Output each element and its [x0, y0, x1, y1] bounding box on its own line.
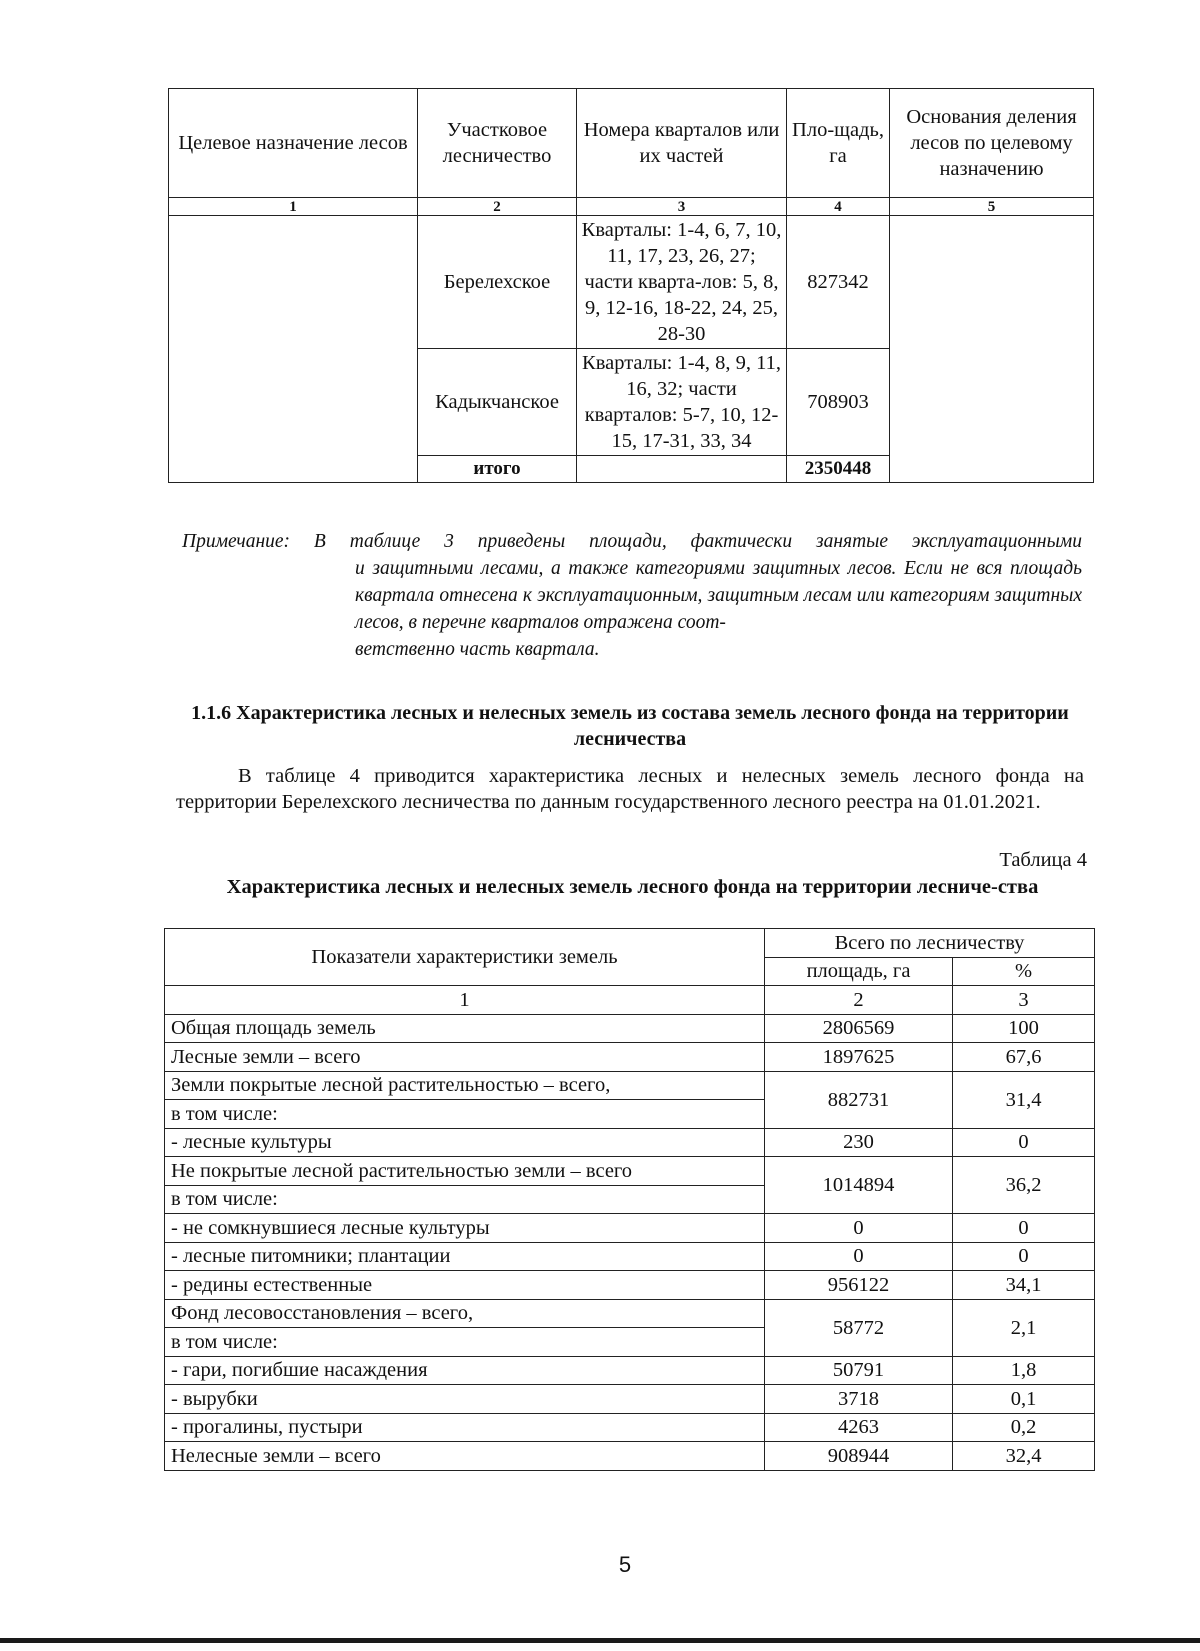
table-row	[165, 1214, 1095, 1243]
row-area: 4263	[765, 1413, 953, 1442]
header-purpose: Целевое назначение лесов	[169, 89, 418, 198]
row-sublabel: в том числе:	[165, 1185, 765, 1214]
row-area: 908944	[765, 1442, 953, 1471]
note-text-end: ветственно часть квартала.	[355, 639, 600, 660]
table-title: Характеристика лесных и нелесных земель лесного фонда на территории лесниче-ства	[226, 876, 1039, 898]
row-area: 2806569	[765, 1014, 953, 1043]
total-area: 2350448	[787, 456, 890, 483]
row-percent: 100	[953, 1014, 1095, 1043]
row-percent: 0,2	[953, 1413, 1095, 1442]
col-number: 1	[165, 986, 765, 1015]
col-number: 4	[787, 198, 890, 216]
note-first-line	[182, 528, 1082, 555]
body-paragraph	[176, 764, 1084, 815]
row-label: - прогалины, пустыри	[165, 1413, 765, 1442]
table-row	[165, 1385, 1095, 1414]
row-label: Не покрытые лесной растительностью земли – всего	[165, 1157, 765, 1186]
table-caption: Таблица 4	[999, 849, 1087, 871]
row-label: - лесные питомники; плантации	[165, 1242, 765, 1271]
table-header-row	[165, 929, 1095, 958]
table-row	[165, 1157, 1095, 1186]
table-row	[165, 1014, 1095, 1043]
section-heading: 1.1.6 Характеристика лесных и нелесных земель из состава земель лесного фонда на территории лесничества	[191, 702, 1069, 750]
district-name: Берелехское	[418, 216, 577, 349]
header-quarters: Номера кварталов или их частей	[577, 89, 787, 198]
row-label: Фонд лесовосстановления – всего,	[165, 1299, 765, 1328]
note-continuation	[355, 555, 1082, 663]
col-number: 2	[765, 986, 953, 1015]
column-number-row	[165, 986, 1095, 1015]
row-percent: 0	[953, 1242, 1095, 1271]
header-area: Пло-щадь, га	[787, 89, 890, 198]
row-percent: 0	[953, 1214, 1095, 1243]
row-sublabel: в том числе:	[165, 1100, 765, 1129]
forest-purpose-table	[168, 88, 1094, 483]
total-label: итого	[418, 456, 577, 483]
col-number: 3	[577, 198, 787, 216]
land-characteristics-table	[164, 928, 1095, 1471]
table-row	[165, 1071, 1095, 1100]
row-percent: 0,1	[953, 1385, 1095, 1414]
header-basis: Основания деления лесов по целевому назначению	[890, 89, 1094, 198]
row-area: 0	[765, 1242, 953, 1271]
column-number-row	[169, 198, 1094, 216]
row-percent: 2,1	[953, 1299, 1095, 1356]
row-percent: 31,4	[953, 1071, 1095, 1128]
table-row	[169, 216, 1094, 349]
row-percent: 32,4	[953, 1442, 1095, 1471]
col-number: 1	[169, 198, 418, 216]
row-percent: 34,1	[953, 1271, 1095, 1300]
row-label: - гари, погибшие насаждения	[165, 1356, 765, 1385]
row-label: Земли покрытые лесной растительностью – всего,	[165, 1071, 765, 1100]
table-row	[165, 1242, 1095, 1271]
col-number: 5	[890, 198, 1094, 216]
table-row	[165, 1043, 1095, 1072]
row-label: - лесные культуры	[165, 1128, 765, 1157]
row-label: Лесные земли – всего	[165, 1043, 765, 1072]
table-note	[182, 528, 1082, 663]
table-row	[165, 1442, 1095, 1471]
row-label: Общая площадь земель	[165, 1014, 765, 1043]
row-area: 956122	[765, 1271, 953, 1300]
row-area: 1014894	[765, 1157, 953, 1214]
table-row	[165, 1356, 1095, 1385]
row-area: 230	[765, 1128, 953, 1157]
header-total: Всего по лесничеству	[765, 929, 1095, 958]
quarters-list: Кварталы: 1-4, 8, 9, 11, 16, 32; части кварталов: 5-7, 10, 12-15, 17-31, 33, 34	[577, 349, 787, 456]
row-percent: 67,6	[953, 1043, 1095, 1072]
row-label: - редины естественные	[165, 1271, 765, 1300]
row-area: 50791	[765, 1356, 953, 1385]
basis-cell	[890, 216, 1094, 483]
note-label: Примечание:	[182, 531, 291, 552]
row-sublabel: в том числе:	[165, 1328, 765, 1357]
table-row	[165, 1128, 1095, 1157]
table-row	[165, 1299, 1095, 1328]
row-percent: 1,8	[953, 1356, 1095, 1385]
note-text-start: В таблице 3 приведены площади, фактически занятые эксплуатационными	[313, 531, 1082, 552]
quarters-list: Кварталы: 1-4, 6, 7, 10, 11, 17, 23, 26, 27; части кварта-лов: 5, 8, 9, 12-16, 18-22, 24, 25, 28-30	[577, 216, 787, 349]
table-row	[165, 1271, 1095, 1300]
district-name: Кадыкчанское	[418, 349, 577, 456]
header-district: Участковое лесничество	[418, 89, 577, 198]
row-label: - не сомкнувшиеся лесные культуры	[165, 1214, 765, 1243]
row-area: 0	[765, 1214, 953, 1243]
col-number: 3	[953, 986, 1095, 1015]
area-value: 708903	[787, 349, 890, 456]
row-label: - вырубки	[165, 1385, 765, 1414]
table-header-row	[169, 89, 1094, 198]
col-number: 2	[418, 198, 577, 216]
total-empty-cell	[577, 456, 787, 483]
purpose-cell	[169, 216, 418, 483]
header-percent: %	[953, 957, 1095, 986]
header-area: площадь, га	[765, 957, 953, 986]
row-label: Нелесные земли – всего	[165, 1442, 765, 1471]
row-area: 882731	[765, 1071, 953, 1128]
row-percent: 36,2	[953, 1157, 1095, 1214]
note-text: и защитными лесами, а также категориями защитных лесов. Если не вся площадь квартала отнесена к эксплуатационным, защитным лесам или категориям защитных лесов, в перечне кварталов отражена соот-	[355, 558, 1082, 633]
area-value: 827342	[787, 216, 890, 349]
row-percent: 0	[953, 1128, 1095, 1157]
row-area: 3718	[765, 1385, 953, 1414]
bottom-scan-edge	[0, 1638, 1200, 1643]
page-number: 5	[618, 1552, 632, 1577]
row-area: 58772	[765, 1299, 953, 1356]
paragraph-text: В таблице 4 приводится характеристика лесных и нелесных земель лесного фонда на территории Берелехского лесничества по данным государственного лесного реестра на 01.01.2021.	[176, 765, 1084, 813]
header-indicator: Показатели характеристики земель	[165, 929, 765, 986]
row-area: 1897625	[765, 1043, 953, 1072]
table-row	[165, 1413, 1095, 1442]
